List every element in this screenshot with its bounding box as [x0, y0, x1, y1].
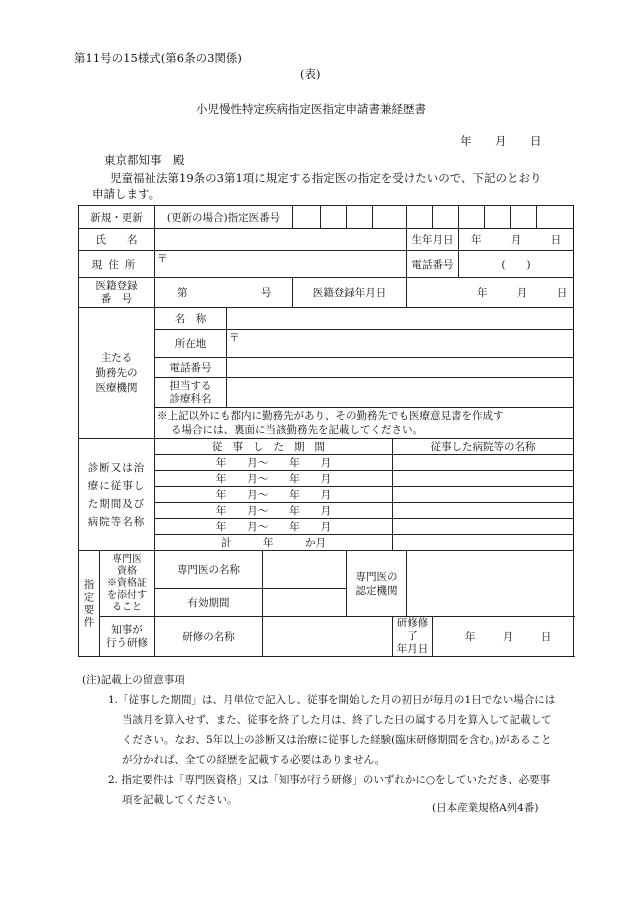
notes-heading: (注)記載上の留意事項	[82, 674, 185, 686]
date-day: 日	[530, 134, 542, 148]
registration-month-unit: 月	[516, 287, 528, 299]
intro-line-2: 申請します。	[92, 187, 161, 201]
governor-training-label[interactable]	[100, 617, 155, 657]
specialist-label-line3: ※資格証	[107, 577, 147, 589]
workplace-label-line1: 主たる	[100, 351, 133, 364]
workplace-note-line1: ※上記以外にも都内に勤務先があり、その勤務先でも医療意見書を作成す	[157, 410, 504, 422]
phone-label: 電話番号	[407, 251, 459, 278]
notes-section	[82, 670, 558, 810]
department-field[interactable]	[227, 378, 574, 408]
period-row[interactable]: 年 月〜 年 月	[155, 519, 393, 535]
hospital-name-cell[interactable]	[393, 471, 574, 487]
birth-year-unit: 年	[471, 234, 482, 246]
period-row[interactable]: 年 月〜 年 月	[155, 503, 393, 519]
designation-digit[interactable]	[459, 206, 485, 229]
training-day-unit: 日	[540, 631, 552, 643]
certifying-label-line1: 専門医の	[355, 570, 398, 583]
specialist-qualification-label[interactable]	[100, 551, 155, 617]
designation-digit[interactable]	[407, 206, 433, 229]
specialist-label-line2: 資格	[117, 565, 137, 577]
period-total[interactable]: 計 年 か月	[155, 535, 393, 551]
birth-date-field[interactable]	[459, 229, 574, 251]
requirements-side-label	[79, 551, 100, 657]
postal-mark: 〒	[157, 253, 168, 265]
application-form	[78, 205, 574, 657]
page-title: 小児慢性特定疾病指定医指定申請書兼経歴書	[196, 102, 426, 116]
name-field[interactable]	[155, 229, 407, 251]
training-done-line2: 年月日	[396, 643, 429, 655]
designation-number-label: (更新の場合)指定医番号	[155, 206, 293, 229]
certifying-label-line2: 認定機関	[355, 584, 398, 597]
specialist-name-field[interactable]	[263, 551, 347, 589]
registration-date-field[interactable]	[407, 278, 574, 308]
designation-digit[interactable]	[293, 206, 321, 229]
intro-line-1: 児童福祉法第19条の3第1項に規定する指定医の指定を受けたいので、下記のとおり	[110, 171, 542, 185]
training-label-line2: 行う研修	[106, 636, 148, 649]
designation-digit[interactable]	[485, 206, 511, 229]
new-renew-label: 新規・更新	[79, 206, 155, 229]
training-name-field[interactable]	[263, 617, 393, 657]
history-label-line3: た期間及び	[87, 497, 146, 510]
training-name-label: 研修の名称	[155, 617, 263, 657]
paper-size-note: (日本産業規格A列4番)	[432, 802, 539, 814]
registration-number-field[interactable]	[155, 278, 293, 308]
birth-month-unit: 月	[510, 234, 522, 246]
hospital-name-cell[interactable]	[393, 455, 574, 471]
validity-field[interactable]	[263, 589, 347, 617]
form-number: 第11号の15様式(第6条の3関係)	[74, 51, 242, 65]
hospital-name-cell[interactable]	[393, 519, 574, 535]
registration-go: 号	[260, 287, 272, 299]
designation-digit[interactable]	[373, 206, 407, 229]
note-item-2: 2. 指定要件は「専門医資格」又は「知事が行う研修」のいずれかに○をしていただき、必要事項を記載してください。	[108, 774, 551, 806]
designation-digit[interactable]	[433, 206, 459, 229]
name-label: 氏 名	[79, 229, 155, 251]
registration-year-unit: 年	[477, 287, 488, 299]
history-label-line2: 療に従事し	[87, 479, 146, 492]
specialist-label-line1: 専門医	[112, 553, 142, 565]
registration-number-label	[79, 278, 155, 308]
addressee: 東京都知事 殿	[104, 153, 185, 167]
training-completion-field[interactable]	[433, 617, 574, 657]
training-month-unit: 月	[502, 631, 514, 643]
period-row[interactable]: 年 月〜 年 月	[155, 471, 393, 487]
birth-date-label: 生年月日	[407, 229, 459, 251]
requirements-side-text: 指定要件	[82, 578, 95, 629]
date-year: 年	[460, 134, 472, 148]
workplace-label-line3: 医療機関	[95, 381, 138, 394]
history-label-line4: 病院等名称	[87, 515, 146, 528]
registration-label-line2: 番 号	[100, 292, 133, 305]
workplace-phone-field[interactable]	[227, 358, 574, 378]
registration-dai: 第	[177, 287, 188, 299]
hospital-header: 従事した病院等の名称	[393, 439, 574, 455]
registration-label-line1: 医籍登録	[95, 279, 138, 292]
designation-digit[interactable]	[537, 206, 574, 229]
history-label-line1: 診断又は治	[87, 461, 146, 474]
address-label: 現住所	[79, 251, 155, 278]
workplace-location-field[interactable]	[227, 330, 574, 358]
validity-label: 有効期間	[155, 589, 263, 617]
note-item-1: 1.「従事した期間」は、月単位で記入し、従事を開始した月の初日が毎月の1日でない場合には当該月を算入せず、また、従事を終了した月は、終了した日の属する月を算入して記載してください。なお、5年以上の診断又は治療に従事した経験(臨床研修期間を含む。)があることが分かれば、全ての経歴を記載する必要はありません。	[108, 694, 556, 766]
workplace-phone-label: 電話番号	[155, 358, 227, 378]
period-row[interactable]: 年 月〜 年 月	[155, 487, 393, 503]
workplace-name-label: 名 称	[155, 308, 227, 330]
hospital-name-cell-total[interactable]	[393, 535, 574, 551]
period-row[interactable]: 年 月〜 年 月	[155, 455, 393, 471]
form-side: (表)	[300, 67, 321, 81]
department-label-line1: 担当する	[169, 379, 212, 392]
training-year-unit: 年	[465, 631, 476, 643]
address-field[interactable]	[155, 251, 407, 278]
date-month: 月	[495, 134, 507, 148]
workplace-name-field[interactable]	[227, 308, 574, 330]
training-done-line1: 研修修了	[396, 617, 429, 642]
workplace-note-line2: る場合には、裏面に当該勤務先を記載してください。	[171, 424, 423, 436]
department-label	[155, 378, 227, 408]
registration-date-label: 医籍登録年月日	[293, 278, 407, 308]
birth-day-unit: 日	[550, 234, 562, 246]
certifying-body-label	[347, 551, 407, 617]
workplace-location-label: 所在地	[155, 330, 227, 358]
certifying-body-field[interactable]	[407, 551, 574, 617]
workplace-label-line2: 勤務先の	[95, 366, 138, 379]
specialist-label-line5: ること	[112, 601, 142, 613]
designation-digit[interactable]	[321, 206, 347, 229]
registration-day-unit: 日	[556, 287, 568, 299]
specialist-label-line4: を添付す	[107, 589, 147, 601]
workplace-section-label	[79, 308, 155, 439]
training-label-line1: 知事が	[111, 623, 143, 636]
history-section-label	[79, 439, 155, 551]
hospital-name-cell[interactable]	[393, 503, 574, 519]
period-header: 従事した期間	[155, 439, 393, 455]
specialist-name-label: 専門医の名称	[155, 551, 263, 589]
workplace-note	[155, 408, 574, 439]
training-completion-label	[393, 617, 433, 657]
designation-digit[interactable]	[511, 206, 537, 229]
phone-field[interactable]: ( )	[459, 251, 574, 278]
designation-digit[interactable]	[347, 206, 373, 229]
hospital-name-cell[interactable]	[393, 487, 574, 503]
workplace-postal-mark: 〒	[229, 332, 240, 344]
department-label-line2: 診療科名	[169, 392, 212, 405]
